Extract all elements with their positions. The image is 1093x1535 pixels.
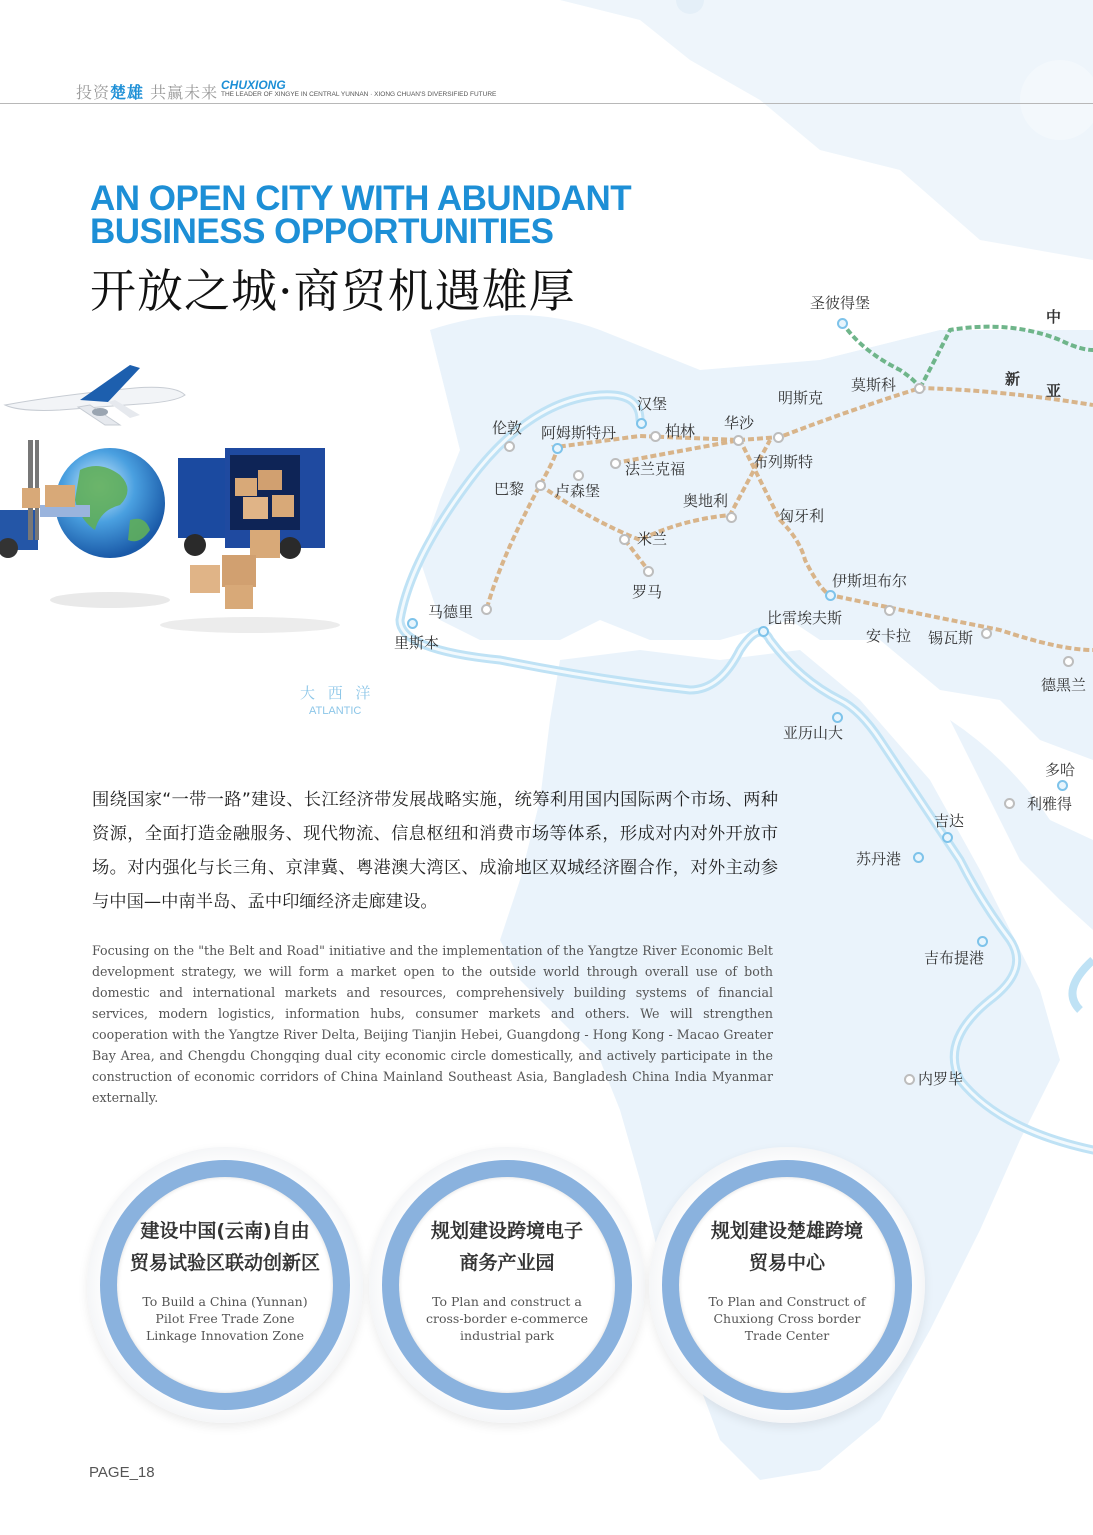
city-label: 匈牙利 — [779, 507, 825, 525]
circle-text — [382, 1215, 632, 1344]
city-label: 莫斯科 — [851, 376, 897, 394]
city-label: 法兰克福 — [625, 460, 686, 478]
city-label: 锡瓦斯 — [928, 629, 974, 647]
city-dot — [726, 512, 737, 523]
circle-subtitle-line: Trade Center — [744, 1328, 830, 1343]
ocean-label-en: ATLANTIC — [309, 705, 362, 717]
city-label: 米兰 — [637, 530, 668, 548]
route-label: 中 — [1046, 308, 1062, 326]
city-label: 罗马 — [632, 583, 663, 601]
circle-subtitle-line: Pilot Free Trade Zone — [155, 1311, 295, 1326]
city-dot — [1063, 656, 1074, 667]
chinese-paragraph: 围绕国家“一带一路”建设、长江经济带发展战略实施，统筹利用国内国际两个市场、两种资源，全面打造金融服务、现代物流、信息枢纽和消费市场等体系，形成对内对外开放市场。对内强化与长三角、京津冀、粤港澳大湾区、成渝地区双城经济圈合作，对外主动参与中国—中南半岛、孟中印缅经济走廊建设。 — [92, 790, 778, 912]
header-brand-title: CHUXIONG — [221, 78, 286, 92]
circle-title-line: 规划建设楚雄跨境 — [710, 1220, 863, 1242]
ocean-label-cn: 大 西 洋 — [300, 684, 375, 702]
circle-text — [100, 1215, 350, 1344]
city-label: 里斯本 — [394, 634, 440, 652]
city-dot — [773, 432, 784, 443]
english-paragraph: Focusing on the "the Belt and Road" initiative and the implementation of the Yangtze River Economic Belt development strategy, we will form a market open to the outside world through overall use of both domestic and international markets and resources, comprehensively building systems of financial services, modern logistics, information hubs, consumer markets and others. We will strengthen cooperation with the Yangtze River Delta, Beijing Tianjin Hebei, Guangdong - Hong Kong - Macao Greater Bay Area, and Chengdu Chongqing dual city economic circle domestically, and actively participate in the construction of economic corridors of China Mainland Southeast Asia, Bangladesh China India Myanmar externally. — [92, 943, 773, 1105]
city-dot — [1057, 780, 1068, 791]
city-label: 布列斯特 — [753, 453, 814, 471]
circle-title-line: 贸易中心 — [748, 1252, 825, 1274]
initiative-circle-1 — [100, 1160, 350, 1410]
city-label: 内罗毕 — [918, 1070, 964, 1088]
city-label: 德黑兰 — [1041, 676, 1087, 694]
city-label: 伊斯坦布尔 — [832, 572, 908, 590]
city-dot — [904, 1074, 915, 1085]
city-dot — [837, 318, 848, 329]
initiative-circle-2 — [382, 1160, 632, 1410]
city-label: 奥地利 — [683, 492, 729, 510]
city-dot — [825, 590, 836, 601]
english-title-line-2: BUSINESS OPPORTUNITIES — [90, 212, 554, 251]
city-label: 伦敦 — [492, 419, 523, 437]
city-dot — [636, 418, 647, 429]
city-label: 华沙 — [724, 414, 755, 432]
circle-subtitle-line: To Build a China (Yunnan) — [142, 1294, 308, 1309]
city-label: 汉堡 — [637, 395, 668, 413]
city-label: 苏丹港 — [856, 850, 902, 868]
city-dot — [1004, 798, 1015, 809]
circle-subtitle-line: To Plan and Construct of — [708, 1294, 866, 1309]
route-label: 亚 — [1046, 382, 1062, 400]
city-label: 马德里 — [428, 603, 474, 621]
english-title — [90, 179, 790, 251]
circle-subtitle-line: industrial park — [460, 1328, 554, 1343]
city-label: 安卡拉 — [866, 627, 912, 645]
circle-title-line: 规划建设跨境电子 — [430, 1220, 583, 1242]
city-label: 圣彼得堡 — [810, 294, 871, 312]
city-dot — [650, 431, 661, 442]
circle-subtitle-line: cross-border e-commerce — [425, 1311, 589, 1326]
city-label: 利雅得 — [1027, 795, 1073, 813]
header-slogan: 投资楚雄 共赢未来 — [76, 83, 219, 102]
city-label: 明斯克 — [778, 389, 824, 407]
city-dot — [913, 852, 924, 863]
city-dot — [619, 534, 630, 545]
circle-title-line: 建设中国(云南)自由 — [140, 1220, 310, 1242]
city-label: 比雷埃夫斯 — [767, 609, 843, 627]
city-label: 吉达 — [934, 812, 965, 830]
city-dot — [535, 480, 546, 491]
circle-subtitle-line: Linkage Innovation Zone — [145, 1328, 305, 1343]
page-header — [76, 78, 497, 103]
city-dot — [610, 458, 621, 469]
route-label: 新 — [1005, 370, 1021, 388]
city-label: 柏林 — [665, 422, 696, 440]
city-label: 吉布提港 — [924, 949, 985, 967]
city-dot — [942, 832, 953, 843]
city-dot — [981, 628, 992, 639]
initiative-circle-3 — [662, 1160, 912, 1410]
city-dot — [977, 936, 988, 947]
header-brand-subtitle: THE LEADER OF XINGYE IN CENTRAL YUNNAN · XIONG CHUAN'S DIVERSIFIED FUTURE — [221, 91, 497, 98]
page-number: PAGE_18 — [89, 1464, 155, 1481]
city-label: 卢森堡 — [555, 482, 601, 500]
english-title-line-1: AN OPEN CITY WITH ABUNDANT — [90, 179, 632, 218]
city-label: 阿姆斯特丹 — [541, 424, 617, 442]
city-dot — [407, 618, 418, 629]
header-brand — [221, 78, 496, 98]
city-dot — [481, 604, 492, 615]
circle-subtitle-line: To Plan and construct a — [432, 1294, 582, 1309]
header-divider — [0, 103, 1093, 104]
logistics-illustration — [0, 330, 345, 635]
city-label: 亚历山大 — [783, 724, 844, 742]
circle-title-line: 商务产业园 — [459, 1252, 555, 1274]
city-dot — [643, 566, 654, 577]
city-dot — [504, 441, 515, 452]
city-dot — [884, 605, 895, 616]
circle-text — [662, 1215, 912, 1344]
city-dot — [914, 383, 925, 394]
chinese-title: 开放之城·商贸机遇雄厚 — [90, 264, 576, 318]
city-dot — [733, 435, 744, 446]
city-label: 巴黎 — [494, 480, 525, 498]
circle-subtitle-line: Chuxiong Cross border — [713, 1311, 861, 1326]
circle-title-line: 贸易试验区联动创新区 — [129, 1252, 320, 1274]
city-label: 多哈 — [1045, 761, 1076, 779]
city-dot — [552, 443, 563, 454]
